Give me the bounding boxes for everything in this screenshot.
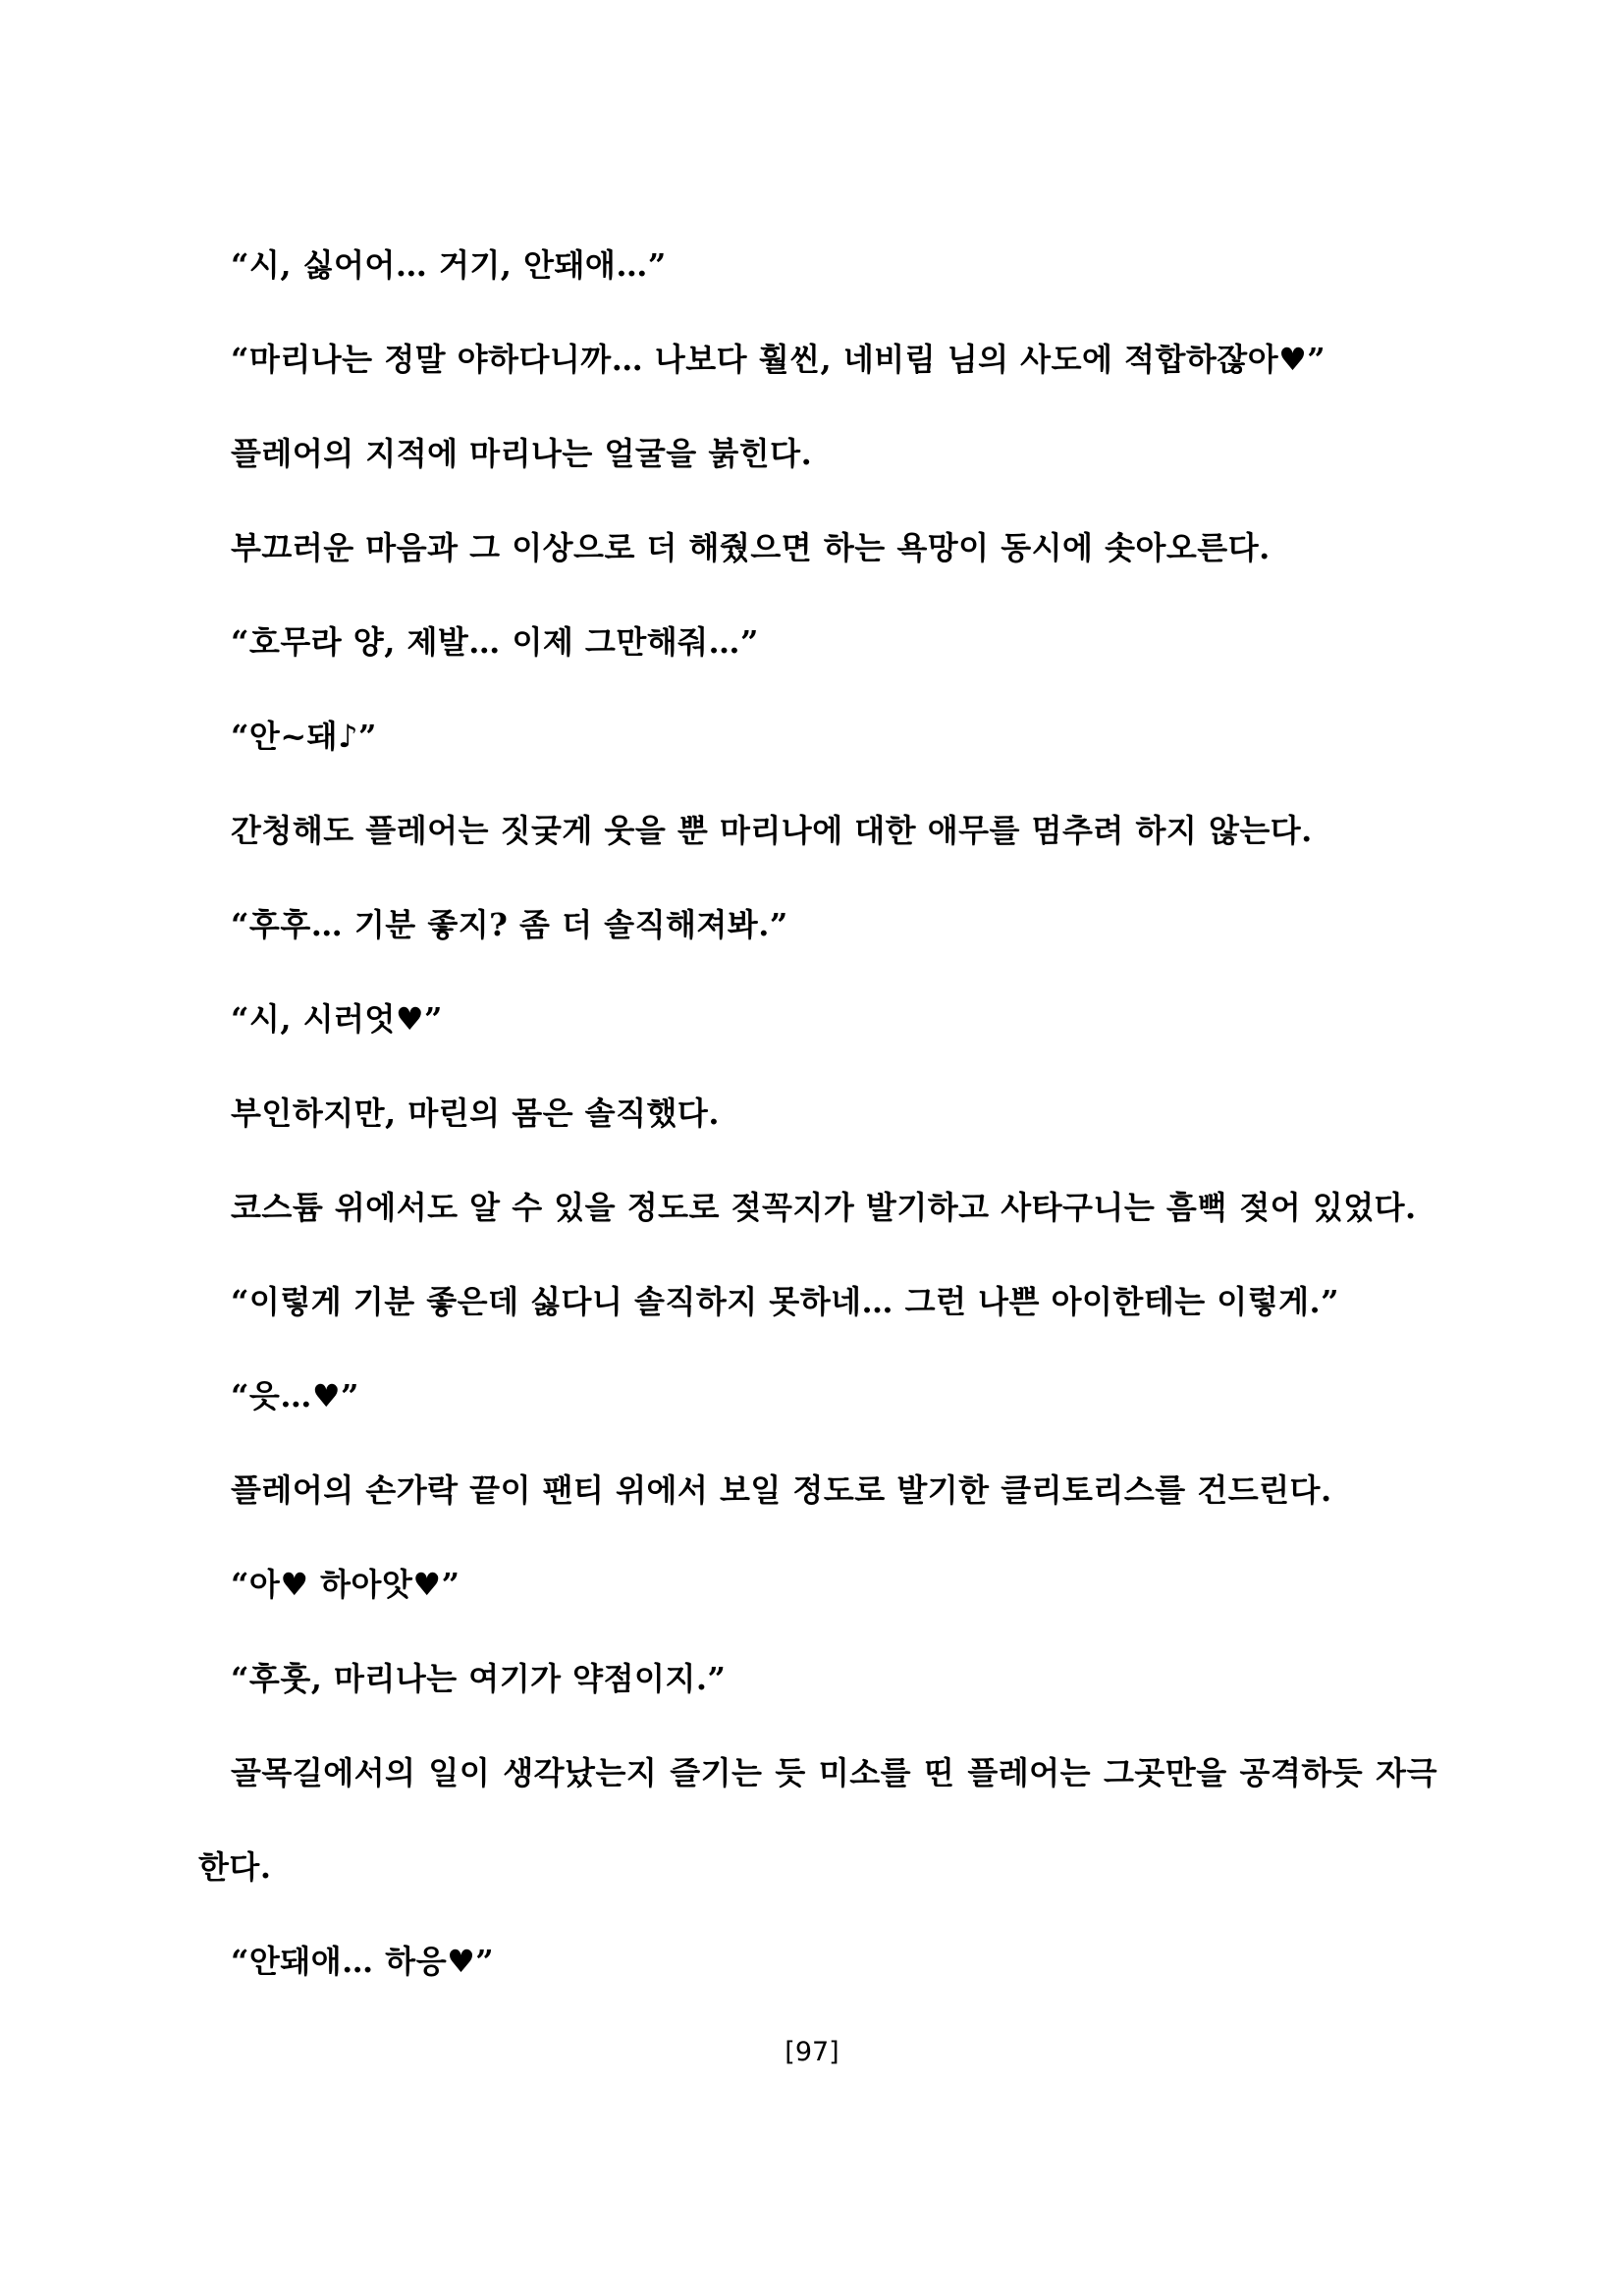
paragraph: 부끄러운 마음과 그 이상으로 더 해줬으면 하는 욕망이 동시에 솟아오른다. bbox=[231, 529, 1271, 566]
paragraph: “후후… 기분 좋지? 좀 더 솔직해져봐.” bbox=[231, 906, 788, 943]
paragraph: “마리나는 정말 야하다니까… 나보다 훨씬, 네비림 님의 사도에 적합하잖아♥” bbox=[231, 341, 1326, 378]
paragraph: 플레어의 지적에 마리나는 얼굴을 붉힌다. bbox=[231, 435, 813, 472]
paragraph: “후훗, 마리나는 여기가 약점이지.” bbox=[231, 1660, 727, 1697]
paragraph: “시, 시러엇♥” bbox=[231, 1000, 443, 1038]
paragraph: “아♥ 하아앗♥” bbox=[231, 1566, 460, 1603]
paragraph: 간청해도 플레어는 짓궂게 웃을 뿐 마리나에 대한 애무를 멈추려 하지 않는다. bbox=[231, 812, 1313, 849]
paragraph: 부인하지만, 마린의 몸은 솔직했다. bbox=[231, 1095, 720, 1132]
paragraph: “시, 싫어어… 거기, 안돼애…” bbox=[231, 246, 667, 284]
paragraph: 골목길에서의 일이 생각났는지 즐기는 듯 미소를 띤 플레어는 그곳만을 공격하듯 자극한다. bbox=[198, 1754, 1437, 1886]
paragraph: “이렇게 기분 좋은데 싫다니 솔직하지 못하네… 그런 나쁜 아이한테는 이렇게.” bbox=[231, 1283, 1340, 1320]
paragraph: “안돼애… 하응♥” bbox=[231, 1943, 495, 1980]
page-number: [97] bbox=[785, 2037, 839, 2067]
paragraph: “안~돼♪” bbox=[231, 718, 377, 755]
body-text bbox=[198, 218, 1437, 2008]
paragraph: 코스튬 위에서도 알 수 있을 정도로 젖꼭지가 발기하고 사타구니는 흠뻑 젖어 있었다. bbox=[231, 1189, 1417, 1226]
paragraph: 플레어의 손가락 끝이 팬티 위에서 보일 정도로 발기한 클리토리스를 건드린다. bbox=[231, 1471, 1332, 1509]
paragraph: “읏…♥” bbox=[231, 1377, 359, 1415]
paragraph: “호무라 양, 제발… 이제 그만해줘…” bbox=[231, 623, 759, 661]
